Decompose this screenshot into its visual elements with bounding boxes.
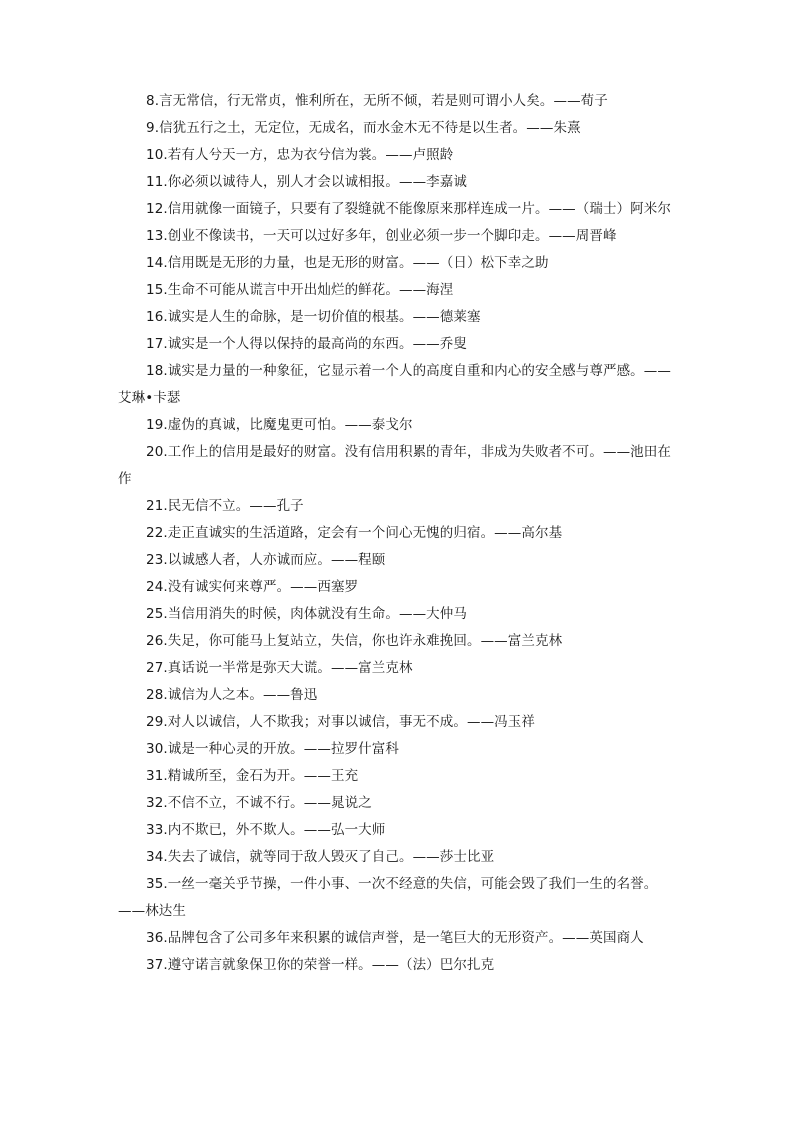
quote-item: 16.诚实是人生的命脉，是一切价值的根基。——德莱塞 xyxy=(146,309,481,325)
quote-item: 33.内不欺已，外不欺人。——弘一大师 xyxy=(146,822,386,838)
quote-item: 34.失去了诚信，就等同于敌人毁灭了自己。——莎士比亚 xyxy=(146,849,495,865)
quote-item: 17.诚实是一个人得以保持的最高尚的东西。——乔叟 xyxy=(146,336,467,352)
quote-item: 36.品牌包含了公司多年来积累的诚信声誉，是一笔巨大的无形资产。——英国商人 xyxy=(146,930,644,946)
quote-item: 13.创业不像读书，一天可以过好多年，创业必须一步一个脚印走。——周晋峰 xyxy=(146,228,617,244)
quote-item: 25.当信用消失的时候，肉体就没有生命。——大仲马 xyxy=(146,606,467,622)
quote-item: 27.真话说一半常是弥天大谎。——富兰克林 xyxy=(146,660,413,676)
quote-item: 12.信用就像一面镜子，只要有了裂缝就不能像原来那样连成一片。——（瑞士）阿米尔 xyxy=(146,201,671,217)
quote-item: 9.信犹五行之土，无定位，无成名，而水金木无不待是以生者。——朱熹 xyxy=(146,120,581,136)
quote-item: 35.一丝一毫关乎节操，一件小事、一次不经意的失信，可能会毁了我们一生的名誉。——林达生 xyxy=(118,876,658,919)
quote-item: 30.诚是一种心灵的开放。——拉罗什富科 xyxy=(146,741,399,757)
quote-item: 11.你必须以诚待人，别人才会以诚相报。——李嘉诚 xyxy=(146,174,467,190)
quote-item: 15.生命不可能从谎言中开出灿烂的鲜花。——海涅 xyxy=(146,282,454,298)
quote-item: 23.以诚感人者，人亦诚而应。——程颐 xyxy=(146,552,386,568)
quote-item: 26.失足，你可能马上复站立，失信，你也许永难挽回。——富兰克林 xyxy=(146,633,563,649)
quote-item: 28.诚信为人之本。——鲁迅 xyxy=(146,687,318,703)
quote-item: 37.遵守诺言就象保卫你的荣誉一样。——（法）巴尔扎克 xyxy=(146,957,495,973)
quote-item: 32.不信不立，不诚不行。——晁说之 xyxy=(146,795,372,811)
quote-item: 21.民无信不立。——孔子 xyxy=(146,498,304,514)
quote-item: 22.走正直诚实的生活道路，定会有一个问心无愧的归宿。——高尔基 xyxy=(146,525,563,541)
quote-item: 29.对人以诚信，人不欺我；对事以诚信，事无不成。——冯玉祥 xyxy=(146,714,535,730)
quote-item: 20.工作上的信用是最好的财富。没有信用积累的青年，非成为失败者不可。——池田在作 xyxy=(118,444,671,487)
quote-item: 24.没有诚实何来尊严。——西塞罗 xyxy=(146,579,359,595)
quote-list xyxy=(118,88,676,979)
quote-item: 18.诚实是力量的一种象征，它显示着一个人的高度自重和内心的安全感与尊严感。——艾琳•卡瑟 xyxy=(118,363,671,406)
quote-item: 31.精诚所至，金石为开。——王充 xyxy=(146,768,359,784)
quote-item: 14.信用既是无形的力量，也是无形的财富。——（日）松下幸之助 xyxy=(146,255,549,271)
quote-item: 10.若有人兮天一方，忠为衣兮信为裳。——卢照龄 xyxy=(146,147,454,163)
quote-item: 19.虚伪的真诚，比魔鬼更可怕。——泰戈尔 xyxy=(146,417,413,433)
quote-item: 8.言无常信，行无常贞，惟利所在，无所不倾，若是则可谓小人矣。——荀子 xyxy=(146,93,608,109)
